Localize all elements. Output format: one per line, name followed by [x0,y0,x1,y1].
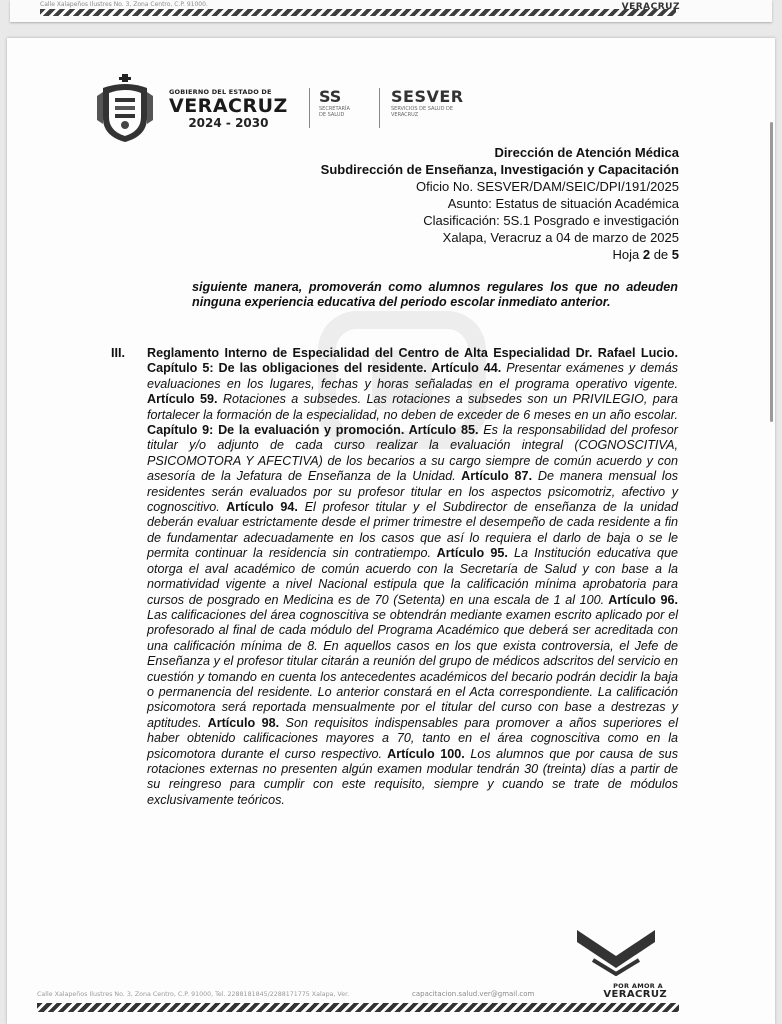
letterhead [95,72,515,152]
previous-page-fragment [10,0,772,22]
footer-slogan: POR AMOR A [613,982,663,990]
document-page [7,38,775,1024]
section-paragraph: Reglamento Interno de Especialidad del Centro de Alta Especialidad Dr. Rafael Lucio. Capítulo 5: De las obligaciones del residente. Artículo 44. Presentar exámenes y demás evaluaciones en los lugares, fechas y horas señaladas en el programa operativo vigente. Artículo 59. Rotaciones a subsedes. Las rotaciones a subsedes son un PRIVILEGIO, para fortalecer la formación de la especialidad, no deben de exceder de 6 meses en un año escolar. Capítulo 9: De la evaluación y promoción. Artículo 85. Es la responsabilidad del profesor titular y/o adjunto de cada curso realizar la evaluación integral (COGNOSCITIVA, PSICOMOTORA Y AFECTIVA) de los becarios a su cargo siempre de común acuerdo y con asesoría de la Jefatura de Enseñanza de la Unidad. Artículo 87. De manera mensual los residentes serán evaluados por su profesor titular en los aspectos psicomotriz, afectivo y cognoscitivo. Artículo 94. El profesor titular y el Subdirector de enseñanza de la unidad deberán evaluar estrictamente desde el primer trimestre el desempeño de cada residente a fin de fundamentar adecuadamente en los casos que así lo requiera el darlo de baja o se le permita continuar la residencia sin contratiempo. Artículo 95. La Institución educativa que otorga el aval académico de común acuerdo con la Secretaría de Salud y con base a la normatividad vigente a nivel Nacional estipula que la calificación mínima aprobatoria para cursos de posgrado en Medicina es de 70 (Setenta) en una escala de 1 al 100. Artículo 96. Las calificaciones del área cognoscitiva se obtendrán mediante examen escrito aplicado por el profesorado al final de cada módulo del Programa Académico que deberá ser acreditada con una calificación mínima de 8. En aquellos casos en los que exista controversia, el Jefe de Enseñanza y el profesor titular citarán a reunión del grupo de médicos adscritos del servicio en cuestión y tomando en cuenta los antecedentes académicos del becario podrán decidir la baja o permanencia del residente. Lo anterior constará en el Acta correspondiente. La calificación psicomotora será reportada mensualmente por el titular del curso con base a destrezas y aptitudes. Artículo 98. Son requisitos indispensables para promover a años superiores el haber obtenido calificaciones mayores a 70, tanto en el área cognoscitiva como en la psicomotora durante el curso respectivo. Artículo 100. Los alumnos que por causa de sus rotaciones externas no presenten algún examen modular tendrán 30 (treinta) días a partir de su reingreso para cumplir con este requisito, siempre y cuando se trate de módulos exclusivamente teóricos. [147,346,679,807]
previous-page-footer-text: Calle Xalapeños Ilustres No. 3, Zona Centro, C.P. 91000. [40,1,208,8]
footer-brand: VERACRUZ [603,989,667,1000]
footer-email: capacitacion.salud.ver@gmail.com [412,990,535,998]
previous-page-brand: VERACRUZ [621,2,680,12]
sesver-logo [391,88,471,118]
document-info [321,144,679,263]
continuation-paragraph: siguiente manera, promoverán como alumnos regulares los que no adeuden ninguna experiencia educativa del periodo escolar inmediato anterior. [192,280,678,310]
sesver-logo-subtitle: SERVICIOS DE SALUD DE VERACRUZ [391,106,454,118]
sesver-logo-text: SESVER [391,87,464,106]
veracruz-emblem-icon [573,926,659,976]
government-label: GOBIERNO DEL ESTADO DE [169,88,272,96]
ss-logo [319,88,355,118]
oficio-number: Oficio No. SESVER/DAM/SEIC/DPI/191/2025 [416,179,679,194]
previous-page-footer-pattern [40,9,676,16]
subdireccion-heading: Subdirección de Enseñanza, Investigación y Capacitación [320,162,679,177]
government-term: 2024 - 2030 [188,116,269,130]
coat-of-arms-icon [95,74,155,144]
footer-address: Calle Xalapeños Ilustres No. 3, Zona Centro, C.P. 91000, Tel. 2288181845/2288171775 Xalapa, Ver. [37,991,350,998]
ss-logo-subtitle: SECRETARÍA DE SALUD [319,106,350,118]
place-date-line: Xalapa, Veracruz a 04 de marzo de 2025 [442,230,679,245]
scrollbar[interactable] [770,122,773,422]
logo-divider [379,88,380,128]
footer-pattern [37,1003,679,1012]
clasificacion-line: Clasificación: 5S.1 Posgrado e investigación [423,213,679,228]
government-logo [169,88,288,130]
logo-divider [309,88,310,128]
direccion-heading: Dirección de Atención Médica [494,145,679,160]
state-name: VERACRUZ [169,95,288,117]
section-number: III. [111,346,125,360]
page-indicator: Hoja 2 de 5 [612,247,679,262]
asunto-line: Asunto: Estatus de situación Académica [447,196,679,211]
ss-logo-text: SS [319,87,342,106]
